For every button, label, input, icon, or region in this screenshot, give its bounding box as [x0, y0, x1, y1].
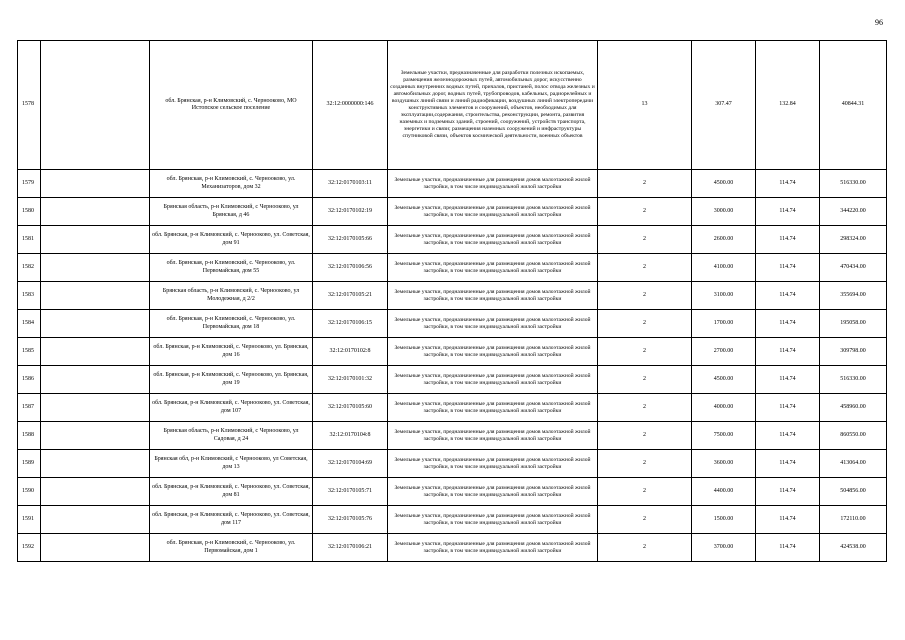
rate-cell: 114.74 — [756, 366, 820, 394]
row-number: 1592 — [18, 534, 41, 562]
cadastral-number-cell: 32:12:0170106:56 — [313, 254, 388, 282]
empty-cell — [41, 506, 150, 534]
cadastral-number-cell: 32:12:0000000:146 — [313, 41, 388, 170]
land-use-cell: Земельные участки, предназначенные для размещения домов малоэтажной жилой застройки, в том числе индивидуальной жилой застройки — [388, 310, 598, 338]
empty-cell — [41, 310, 150, 338]
row-number: 1579 — [18, 170, 41, 198]
row-number: 1581 — [18, 226, 41, 254]
group-cell: 2 — [598, 282, 692, 310]
row-number: 1580 — [18, 198, 41, 226]
group-cell: 2 — [598, 254, 692, 282]
group-cell: 2 — [598, 506, 692, 534]
row-number: 1584 — [18, 310, 41, 338]
cadastral-value-cell: 40844.31 — [820, 41, 887, 170]
rate-cell: 114.74 — [756, 422, 820, 450]
area-cell: 4500.00 — [692, 366, 756, 394]
table-row — [18, 198, 887, 226]
row-number: 1582 — [18, 254, 41, 282]
table-row — [18, 478, 887, 506]
table-row — [18, 534, 887, 562]
group-cell: 2 — [598, 338, 692, 366]
area-cell: 2600.00 — [692, 226, 756, 254]
table-row — [18, 450, 887, 478]
address-cell: обл. Брянская, р-н Климовский, с. Чернооково, ул. Первомайская, дом 18 — [150, 310, 313, 338]
rate-cell: 114.74 — [756, 170, 820, 198]
area-cell: 4400.00 — [692, 478, 756, 506]
land-use-cell: Земельные участки, предназначенные для размещения домов малоэтажной жилой застройки, в том числе индивидуальной жилой застройки — [388, 198, 598, 226]
area-cell: 3000.00 — [692, 198, 756, 226]
table-row — [18, 422, 887, 450]
rate-cell: 132.84 — [756, 41, 820, 170]
table-row — [18, 41, 887, 170]
land-use-cell: Земельные участки, предназначенные для размещения домов малоэтажной жилой застройки, в том числе индивидуальной жилой застройки — [388, 450, 598, 478]
page-number: 96 — [875, 18, 883, 27]
land-use-cell: Земельные участки, предназначенные для размещения домов малоэтажной жилой застройки, в том числе индивидуальной жилой застройки — [388, 394, 598, 422]
land-use-cell: Земельные участки, предназначенные для разработки полезных ископаемых, размещения железнодорожных путей, автомобильных дорог, искусственно созданных внутренних водных путей, причалов, пристаней, полос отвода железных и автомобильных дорог, водных путей, трубопроводов, кабельных, радиорелейных и воздушных линий связи и линий радиофикации, воздушных линий электропередачи конструктивных элементов и сооружений, объектов, необходимых для эксплуатации,содержания, строительства, реконструкции, ремонта, развития наземных и подземных зданий, строений, сооружений, устройств транспорта, энергетики и связи; размещения наземных сооружений и инфраструктуры спутниковой связи, объектов космической деятельности, военных объектов — [388, 41, 598, 170]
cadastral-number-cell: 32:12:0170105:21 — [313, 282, 388, 310]
address-cell: обл. Брянская, р-н Климовский, с. Чернооково, ул. Советская, дом 81 — [150, 478, 313, 506]
row-number: 1591 — [18, 506, 41, 534]
table-row — [18, 394, 887, 422]
address-cell: Брянская область, р-н Климовский, с. Чернооково, ул Молодежная, д 2/2 — [150, 282, 313, 310]
rate-cell: 114.74 — [756, 226, 820, 254]
empty-cell — [41, 198, 150, 226]
rate-cell: 114.74 — [756, 254, 820, 282]
empty-cell — [41, 450, 150, 478]
empty-cell — [41, 534, 150, 562]
area-cell: 307.47 — [692, 41, 756, 170]
rate-cell: 114.74 — [756, 478, 820, 506]
rate-cell: 114.74 — [756, 394, 820, 422]
cadastral-value-cell: 458960.00 — [820, 394, 887, 422]
land-use-cell: Земельные участки, предназначенные для размещения домов малоэтажной жилой застройки, в том числе индивидуальной жилой застройки — [388, 534, 598, 562]
row-number: 1585 — [18, 338, 41, 366]
cadastral-number-cell: 32:12:0170106:21 — [313, 534, 388, 562]
empty-cell — [41, 478, 150, 506]
area-cell: 3600.00 — [692, 450, 756, 478]
cadastral-number-cell: 32:12:0170105:60 — [313, 394, 388, 422]
cadastral-number-cell: 32:12:0170103:11 — [313, 170, 388, 198]
row-number: 1586 — [18, 366, 41, 394]
row-number: 1578 — [18, 41, 41, 170]
cadastral-number-cell: 32:12:0170105:71 — [313, 478, 388, 506]
address-cell: обл. Брянская, р-н Климовский, с. Чернооково, ул. Советская, дом 117 — [150, 506, 313, 534]
address-cell: обл. Брянская, р-н Климовский, с. Чернооково, ул. Советская, дом 107 — [150, 394, 313, 422]
cadastral-number-cell: 32:12:0170104:69 — [313, 450, 388, 478]
group-cell: 2 — [598, 226, 692, 254]
area-cell: 2700.00 — [692, 338, 756, 366]
address-cell: обл. Брянская, р-н Климовский, с. Чернооково, ул. Брянская, дом 16 — [150, 338, 313, 366]
cadastral-number-cell: 32:12:0170105:66 — [313, 226, 388, 254]
address-cell: Брянская область, р-н Климовский, с Чернооково, ул Брянская, д 46 — [150, 198, 313, 226]
row-number: 1588 — [18, 422, 41, 450]
cadastral-number-cell: 32:12:0170101:32 — [313, 366, 388, 394]
empty-cell — [41, 422, 150, 450]
cadastral-value-cell: 309798.00 — [820, 338, 887, 366]
rate-cell: 114.74 — [756, 310, 820, 338]
empty-cell — [41, 170, 150, 198]
land-use-cell: Земельные участки, предназначенные для размещения домов малоэтажной жилой застройки, в том числе индивидуальной жилой застройки — [388, 338, 598, 366]
land-registry-table — [17, 40, 887, 562]
table-row — [18, 226, 887, 254]
table-row — [18, 310, 887, 338]
address-cell: обл. Брянская, р-н Климовский, с. Чернооково, ул. Первомайская, дом 55 — [150, 254, 313, 282]
cadastral-value-cell: 355694.00 — [820, 282, 887, 310]
area-cell: 4500.00 — [692, 170, 756, 198]
area-cell: 7500.00 — [692, 422, 756, 450]
empty-cell — [41, 282, 150, 310]
rate-cell: 114.74 — [756, 534, 820, 562]
land-use-cell: Земельные участки, предназначенные для размещения домов малоэтажной жилой застройки, в том числе индивидуальной жилой застройки — [388, 506, 598, 534]
cadastral-value-cell: 516330.00 — [820, 366, 887, 394]
land-use-cell: Земельные участки, предназначенные для размещения домов малоэтажной жилой застройки, в том числе индивидуальной жилой застройки — [388, 170, 598, 198]
empty-cell — [41, 41, 150, 170]
cadastral-number-cell: 32:12:0170106:15 — [313, 310, 388, 338]
group-cell: 13 — [598, 41, 692, 170]
land-use-cell: Земельные участки, предназначенные для размещения домов малоэтажной жилой застройки, в том числе индивидуальной жилой застройки — [388, 366, 598, 394]
address-cell: обл. Брянская, р-н Климовский, с. Чернооково, ул. Первомайская, дом 1 — [150, 534, 313, 562]
row-number: 1583 — [18, 282, 41, 310]
group-cell: 2 — [598, 366, 692, 394]
row-number: 1587 — [18, 394, 41, 422]
cadastral-value-cell: 504856.00 — [820, 478, 887, 506]
row-number: 1590 — [18, 478, 41, 506]
address-cell: Брянская обл, р-н Климовский, с Чернооково, ул Советская, дом 13 — [150, 450, 313, 478]
area-cell: 3700.00 — [692, 534, 756, 562]
empty-cell — [41, 338, 150, 366]
table-row — [18, 170, 887, 198]
cadastral-value-cell: 172110.00 — [820, 506, 887, 534]
cadastral-value-cell: 413064.00 — [820, 450, 887, 478]
address-cell: обл. Брянская, р-н Климовский, с. Чернооково, МО Истопское сельское поселение — [150, 41, 313, 170]
table-body — [18, 41, 887, 562]
address-cell: обл. Брянская, р-н Климовский, с. Чернооково, ул. Механизаторов, дом 32 — [150, 170, 313, 198]
table-row — [18, 338, 887, 366]
empty-cell — [41, 226, 150, 254]
rate-cell: 114.74 — [756, 506, 820, 534]
group-cell: 2 — [598, 170, 692, 198]
cadastral-value-cell: 195058.00 — [820, 310, 887, 338]
address-cell: обл. Брянская, р-н Климовский, с. Чернооково, ул. Брянская, дом 19 — [150, 366, 313, 394]
table-row — [18, 506, 887, 534]
rate-cell: 114.74 — [756, 282, 820, 310]
rate-cell: 114.74 — [756, 338, 820, 366]
area-cell: 4000.00 — [692, 394, 756, 422]
group-cell: 2 — [598, 450, 692, 478]
cadastral-number-cell: 32:12:0170105:76 — [313, 506, 388, 534]
empty-cell — [41, 254, 150, 282]
rate-cell: 114.74 — [756, 450, 820, 478]
table-row — [18, 366, 887, 394]
table-row — [18, 282, 887, 310]
group-cell: 2 — [598, 422, 692, 450]
land-use-cell: Земельные участки, предназначенные для размещения домов малоэтажной жилой застройки, в том числе индивидуальной жилой застройки — [388, 282, 598, 310]
area-cell: 1700.00 — [692, 310, 756, 338]
cadastral-value-cell: 516330.00 — [820, 170, 887, 198]
group-cell: 2 — [598, 534, 692, 562]
land-use-cell: Земельные участки, предназначенные для размещения домов малоэтажной жилой застройки, в том числе индивидуальной жилой застройки — [388, 422, 598, 450]
address-cell: обл. Брянская, р-н Климовский, с. Чернооково, ул. Советская, дом 91 — [150, 226, 313, 254]
table-row — [18, 254, 887, 282]
empty-cell — [41, 394, 150, 422]
area-cell: 1500.00 — [692, 506, 756, 534]
group-cell: 2 — [598, 310, 692, 338]
area-cell: 4100.00 — [692, 254, 756, 282]
cadastral-value-cell: 344220.00 — [820, 198, 887, 226]
cadastral-value-cell: 860550.00 — [820, 422, 887, 450]
cadastral-number-cell: 32:12:0170102:8 — [313, 338, 388, 366]
land-use-cell: Земельные участки, предназначенные для размещения домов малоэтажной жилой застройки, в том числе индивидуальной жилой застройки — [388, 254, 598, 282]
cadastral-number-cell: 32:12:0170104:8 — [313, 422, 388, 450]
cadastral-value-cell: 424538.00 — [820, 534, 887, 562]
land-use-cell: Земельные участки, предназначенные для размещения домов малоэтажной жилой застройки, в том числе индивидуальной жилой застройки — [388, 226, 598, 254]
group-cell: 2 — [598, 198, 692, 226]
area-cell: 3100.00 — [692, 282, 756, 310]
cadastral-number-cell: 32:12:0170102:19 — [313, 198, 388, 226]
rate-cell: 114.74 — [756, 198, 820, 226]
cadastral-value-cell: 470434.00 — [820, 254, 887, 282]
group-cell: 2 — [598, 478, 692, 506]
land-use-cell: Земельные участки, предназначенные для размещения домов малоэтажной жилой застройки, в том числе индивидуальной жилой застройки — [388, 478, 598, 506]
address-cell: Брянская область, р-н Климовский, с Чернооково, ул Садовая, д 24 — [150, 422, 313, 450]
group-cell: 2 — [598, 394, 692, 422]
empty-cell — [41, 366, 150, 394]
cadastral-value-cell: 298324.00 — [820, 226, 887, 254]
row-number: 1589 — [18, 450, 41, 478]
